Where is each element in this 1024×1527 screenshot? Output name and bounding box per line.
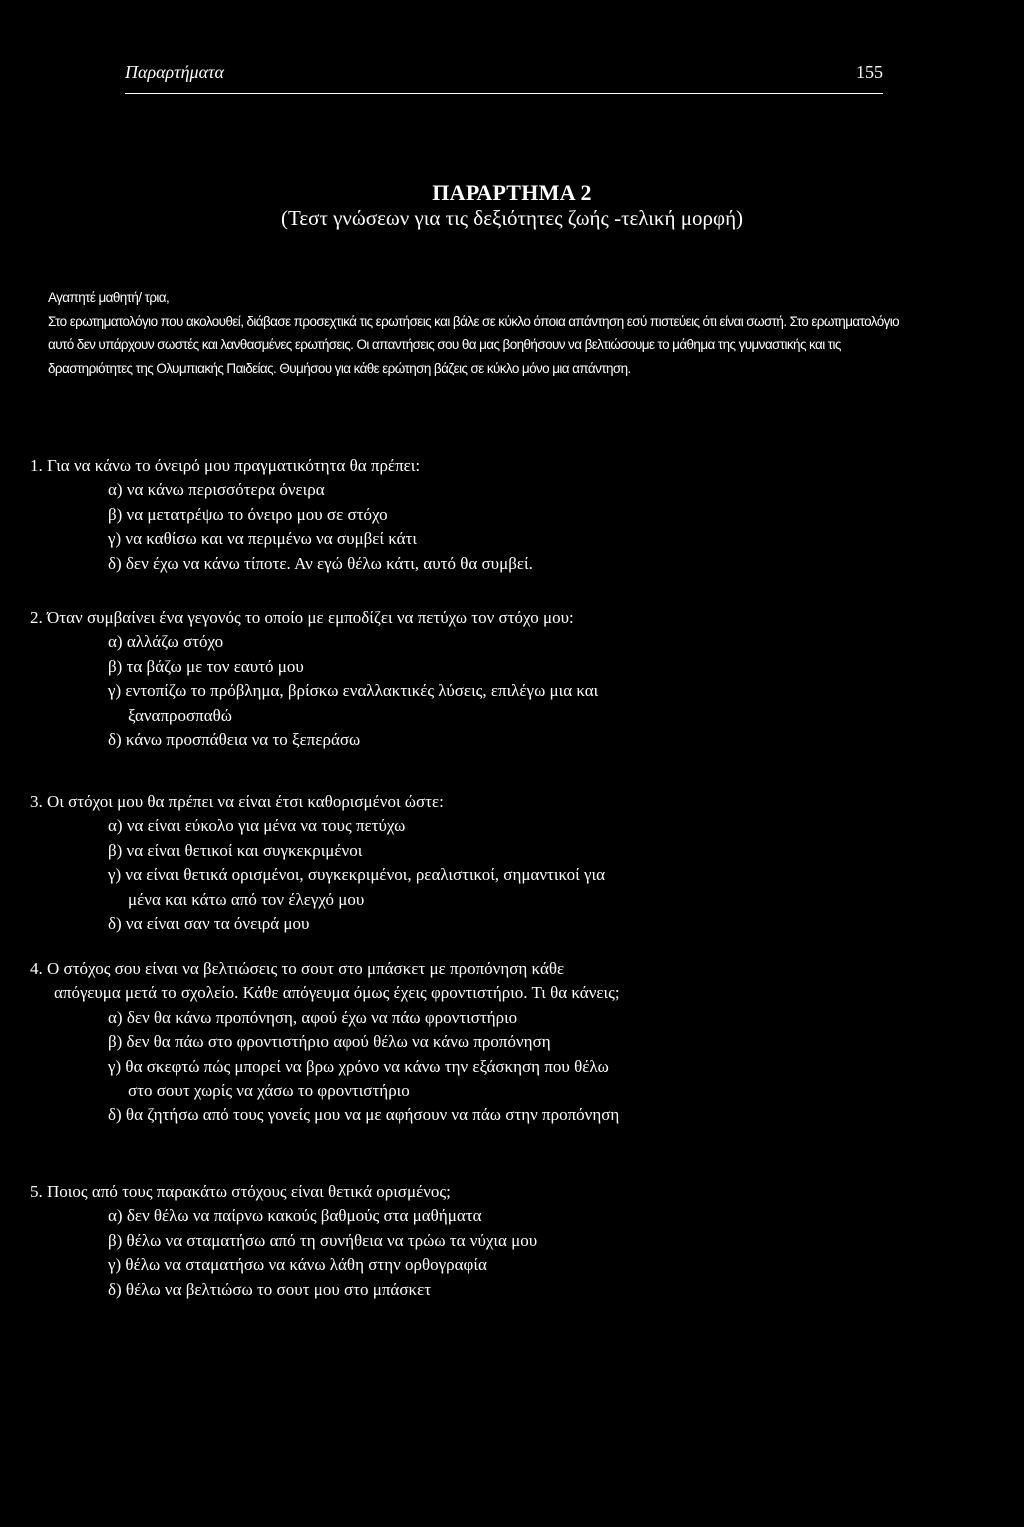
answer-option-d[interactable]: δ) δεν έχω να κάνω τίποτε. Αν εγώ θέλω κάτι, αυτό θα συμβεί. bbox=[108, 553, 533, 573]
question-number: 4. bbox=[30, 959, 43, 978]
question-stem bbox=[30, 1180, 930, 1204]
answer-option-b[interactable]: β) να είναι θετικοί και συγκεκριμένοι bbox=[108, 840, 363, 860]
answer-option-c[interactable]: γ) θέλω να σταματήσω να κάνω λάθη στην ορθογραφία bbox=[108, 1255, 487, 1275]
answer-options bbox=[30, 478, 930, 576]
answer-option-d[interactable]: δ) να είναι σαν τα όνειρά μου bbox=[108, 914, 310, 934]
answer-option-a[interactable]: α) να κάνω περισσότερα όνειρα bbox=[108, 480, 325, 500]
question-text: Ο στόχος σου είναι να βελτιώσεις το σουτ στο μπάσκετ με προπόνηση κάθε bbox=[47, 959, 565, 978]
answer-options bbox=[30, 1006, 930, 1128]
question-4 bbox=[30, 957, 930, 1128]
intro-salutation: Αγαπητέ μαθητή/ τρια, bbox=[48, 290, 170, 305]
answer-option-a[interactable]: α) δεν θα κάνω προπόνηση, αφού έχω να πάω φροντιστήριο bbox=[108, 1007, 518, 1027]
answer-option-b[interactable]: β) να μετατρέψω το όνειρο μου σε στόχο bbox=[108, 504, 388, 524]
question-stem bbox=[30, 957, 930, 1006]
question-number: 5. bbox=[30, 1182, 43, 1201]
question-stem bbox=[30, 606, 930, 630]
answer-option-d[interactable]: δ) θέλω να βελτιώσω το σουτ μου στο μπάσκετ bbox=[108, 1279, 432, 1299]
appendix-title: ΠΑΡΑΡΤΗΜΑ 2 bbox=[432, 180, 592, 205]
question-text-continuation: απόγευμα μετά το σχολείο. Κάθε απόγευμα όμως έχεις φροντιστήριο. Τι θα κάνεις; bbox=[54, 983, 620, 1003]
question-3 bbox=[30, 790, 930, 936]
answer-option-a[interactable]: α) δεν θέλω να παίρνω κακούς βαθμούς στα μαθήματα bbox=[108, 1206, 482, 1226]
question-1 bbox=[30, 454, 930, 576]
answer-option-b[interactable]: β) δεν θα πάω στο φροντιστήριο αφού θέλω να κάνω προπόνηση bbox=[108, 1032, 551, 1052]
answer-option-text: γ) θα σκεφτώ πώς μπορεί να βρω χρόνο να κάνω την εξάσκηση που θέλω bbox=[108, 1056, 609, 1076]
question-stem bbox=[30, 790, 930, 814]
question-text: Για να κάνω το όνειρό μου πραγματικότητα θα πρέπει: bbox=[47, 456, 421, 475]
answer-option-c[interactable] bbox=[108, 679, 930, 728]
question-text: Όταν συμβαίνει ένα γεγονός το οποίο με εμποδίζει να πετύχω τον στόχο μου: bbox=[47, 608, 574, 627]
intro-body: Στο ερωτηματολόγιο που ακολουθεί, διάβασε προσεχτικά τις ερωτήσεις και βάλε σε κύκλο όποια απάντηση εσύ πιστεύεις ότι είναι σωστή. Στο ερωτηματολόγιο αυτό δεν υπάρχουν σωστές και λανθασμένες ερωτήσεις. Οι απαντήσεις σου θα μας βοηθήσουν να βελτιώσουμε το μάθημα της γυμναστικής και τις δραστηριότητες της Ολυμπιακής Παιδείας. Θυμήσου για κάθε ερώτηση βάζεις σε κύκλο μόνο μια απάντηση. bbox=[48, 313, 900, 376]
answer-option-c[interactable]: γ) να καθίσω και να περιμένω να συμβεί κάτι bbox=[108, 529, 417, 549]
intro-paragraph bbox=[48, 286, 920, 380]
answer-option-c[interactable] bbox=[108, 1055, 930, 1104]
answer-option-a[interactable]: α) να είναι εύκολο για μένα να τους πετύχω bbox=[108, 816, 406, 836]
answer-option-d[interactable]: δ) θα ζητήσω από τους γονείς μου να με αφήσουν να πάω στην προπόνηση bbox=[108, 1105, 620, 1125]
question-text: Οι στόχοι μου θα πρέπει να είναι έτσι καθορισμένοι ώστε: bbox=[47, 792, 444, 811]
answer-option-text: γ) εντοπίζω το πρόβλημα, βρίσκω εναλλακτικές λύσεις, επιλέγω μια και bbox=[108, 681, 599, 701]
question-2 bbox=[30, 606, 930, 752]
answer-option-a[interactable]: α) αλλάζω στόχο bbox=[108, 632, 224, 652]
answer-option-text: γ) να είναι θετικά ορισμένοι, συγκεκριμένοι, ρεαλιστικοί, σημαντικοί για bbox=[108, 865, 605, 885]
answer-option-continuation: στο σουτ χωρίς να χάσω το φροντιστήριο bbox=[128, 1081, 410, 1101]
section-title: Παραρτήματα bbox=[125, 62, 224, 82]
question-5 bbox=[30, 1180, 930, 1302]
question-number: 3. bbox=[30, 792, 43, 811]
question-number: 2. bbox=[30, 608, 43, 627]
page-number: 155 bbox=[856, 62, 883, 82]
answer-option-d[interactable]: δ) κάνω προσπάθεια να το ξεπεράσω bbox=[108, 730, 361, 750]
question-number: 1. bbox=[30, 456, 43, 475]
answer-option-c[interactable] bbox=[108, 863, 930, 912]
answer-option-b[interactable]: β) θέλω να σταματήσω από τη συνήθεια να τρώω τα νύχια μου bbox=[108, 1230, 538, 1250]
answer-options bbox=[30, 630, 930, 752]
question-text: Ποιος από τους παρακάτω στόχους είναι θετικά ορισμένος; bbox=[47, 1182, 451, 1201]
running-header bbox=[125, 62, 883, 96]
answer-option-continuation: μένα και κάτω από τον έλεγχό μου bbox=[128, 889, 365, 909]
answer-option-continuation: ξαναπροσπαθώ bbox=[128, 705, 233, 725]
answer-option-b[interactable]: β) τα βάζω με τον εαυτό μου bbox=[108, 656, 304, 676]
answer-options bbox=[30, 814, 930, 936]
question-stem bbox=[30, 454, 930, 478]
header-rule bbox=[125, 93, 883, 94]
answer-options bbox=[30, 1204, 930, 1302]
appendix-subtitle: (Τεστ γνώσεων για τις δεξιότητες ζωής -τελική μορφή) bbox=[280, 206, 744, 230]
